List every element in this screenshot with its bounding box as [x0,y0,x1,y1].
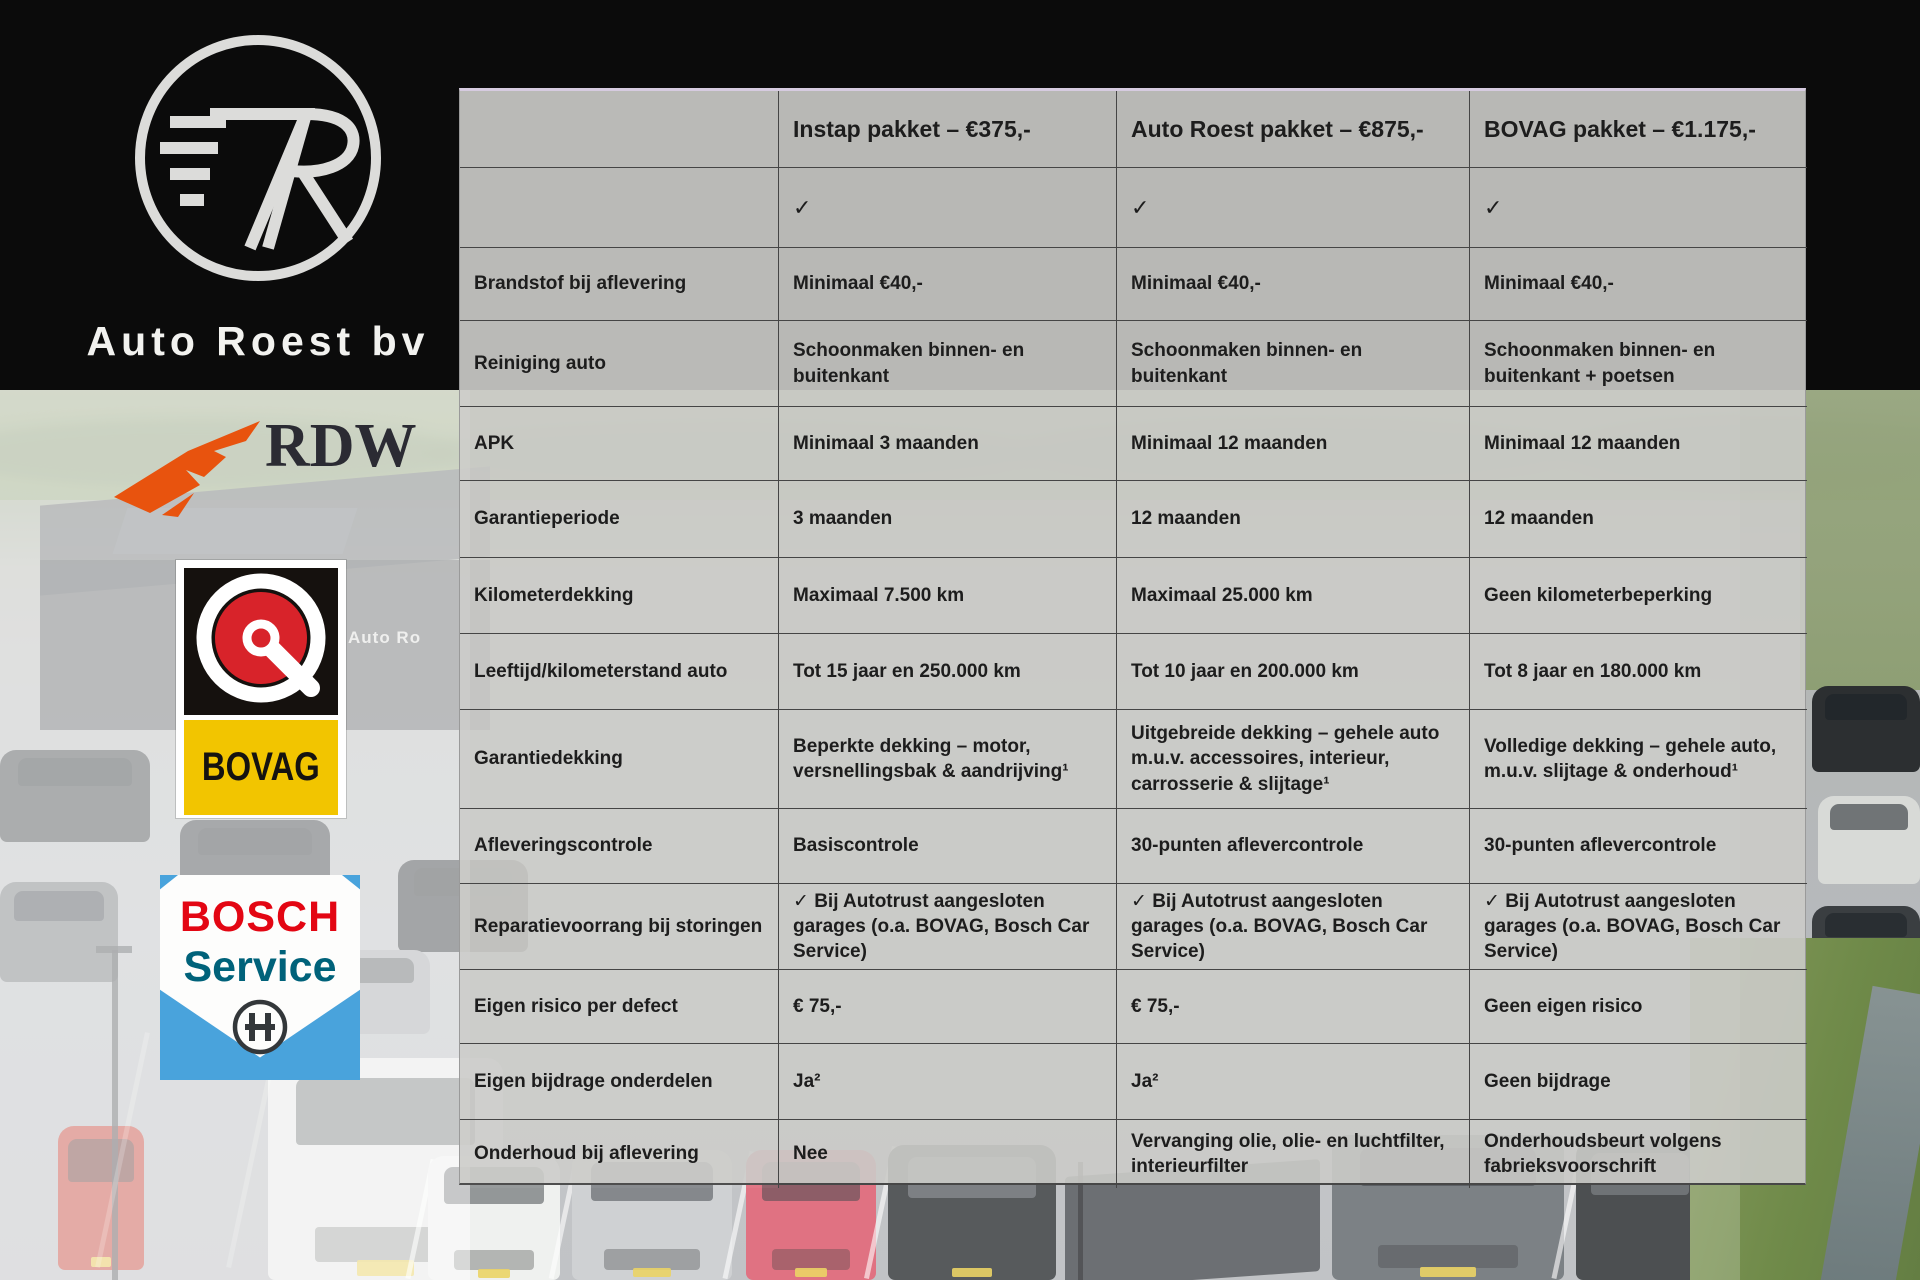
feature-label: Kilometerdekking [460,558,779,634]
bosch-service-label: Service [183,943,337,991]
feature-value: Maximaal 7.500 km [779,558,1117,634]
rdw-swoosh-icon [110,415,270,520]
feature-value: Ja² [1117,1044,1470,1120]
check-icon: ✓ [1470,168,1807,248]
feature-value: Minimaal €40,- [1470,248,1807,321]
feature-label: APK [460,407,779,481]
feature-value: € 75,- [779,970,1117,1044]
rdw-label: RDW [265,412,417,480]
feature-value: Vervanging olie, olie- en luchtfilter, interieurfilter [1117,1120,1470,1188]
feature-value: 3 maanden [779,481,1117,558]
feature-value: Volledige dekking – gehele auto, m.u.v. slijtage & onderhoud¹ [1470,710,1807,809]
feature-label: Onderhoud bij aflevering [460,1120,779,1188]
table-header-bovag-pakket: BOVAG pakket – €1.175,- [1470,91,1807,168]
feature-value: 30-punten aflevercontrole [1117,809,1470,884]
car-silhouette [1818,796,1920,884]
feature-label: Reparatievoorrang bij storingen [460,884,779,970]
bosch-label: BOSCH [179,893,341,941]
feature-value: Schoonmaken binnen- en buitenkant + poetsen [1470,321,1807,407]
feature-value: Tot 10 jaar en 200.000 km [1117,634,1470,710]
feature-value: Geen bijdrage [1470,1044,1807,1120]
feature-value: Tot 8 jaar en 180.000 km [1470,634,1807,710]
feature-label: Brandstof bij aflevering [460,248,779,321]
check-icon: ✓ [1117,168,1470,248]
bosch-service-logo [160,875,360,1080]
feature-value: Tot 15 jaar en 250.000 km [779,634,1117,710]
auto-roest-logo [58,10,458,390]
table-header-auto-roest-pakket: Auto Roest pakket – €875,- [1117,91,1470,168]
feature-value: Geen kilometerbeperking [1470,558,1807,634]
table-header-empty [460,91,779,168]
feature-label: Eigen risico per defect [460,970,779,1044]
bovag-wordmark-panel [184,720,338,815]
package-comparison-table [459,88,1806,1185]
bovag-label: BOVAG [202,745,320,789]
feature-label: Leeftijd/kilometerstand auto [460,634,779,710]
feature-value: 12 maanden [1117,481,1470,558]
feature-value: Nee [779,1120,1117,1188]
feature-value: Minimaal €40,- [779,248,1117,321]
feature-value: Schoonmaken binnen- en buitenkant [1117,321,1470,407]
feature-value: Minimaal 12 maanden [1470,407,1807,481]
car-silhouette [1812,686,1920,772]
feature-value: Ja² [779,1044,1117,1120]
feature-value: 12 maanden [1470,481,1807,558]
feature-label: Eigen bijdrage onderdelen [460,1044,779,1120]
rdw-logo [110,412,417,525]
feature-value: Minimaal €40,- [1117,248,1470,321]
check-icon: ✓ [779,168,1117,248]
bovag-emblem-icon [184,568,338,715]
building-sign: Auto Ro [348,628,422,647]
feature-value: Minimaal 3 maanden [779,407,1117,481]
feature-value: Geen eigen risico [1470,970,1807,1044]
feature-value: ✓ Bij Autotrust aangesloten garages (o.a. BOVAG, Bosch Car Service) [1117,884,1470,970]
feature-value: ✓ Bij Autotrust aangesloten garages (o.a. BOVAG, Bosch Car Service) [779,884,1117,970]
feature-value: Onderhoudsbeurt volgens fabrieksvoorschrift [1484,1130,1722,1177]
feature-label: Afleveringscontrole [460,809,779,884]
table-header-instap-pakket: Instap pakket – €375,- [779,91,1117,168]
feature-value: Beperkte dekking – motor, versnellingsbak & aandrijving¹ [779,710,1117,809]
feature-label [460,168,779,248]
feature-value: Minimaal 12 maanden [1117,407,1470,481]
auto-roest-monogram-icon [58,10,458,310]
feature-value: € 75,- [1117,970,1470,1044]
feature-label: Reiniging auto [460,321,779,407]
feature-value: Basiscontrole [779,809,1117,884]
bovag-logo [176,560,346,818]
feature-value: Schoonmaken binnen- en buitenkant [779,321,1117,407]
feature-value: 30-punten aflevercontrole [1470,809,1807,884]
feature-value: Maximaal 25.000 km [1117,558,1470,634]
feature-label: Garantieperiode [460,481,779,558]
field-right [1800,390,1920,690]
feature-value: Uitgebreide dekking – gehele auto m.u.v. accessoires, interieur, carrosserie & slijtage¹ [1117,710,1470,809]
company-name: Auto Roest bv [86,318,430,364]
bosch-armature-icon [230,997,290,1057]
feature-value: ✓ Bij Autotrust aangesloten garages (o.a. BOVAG, Bosch Car Service) [1470,884,1807,970]
feature-label: Garantiedekking [460,710,779,809]
